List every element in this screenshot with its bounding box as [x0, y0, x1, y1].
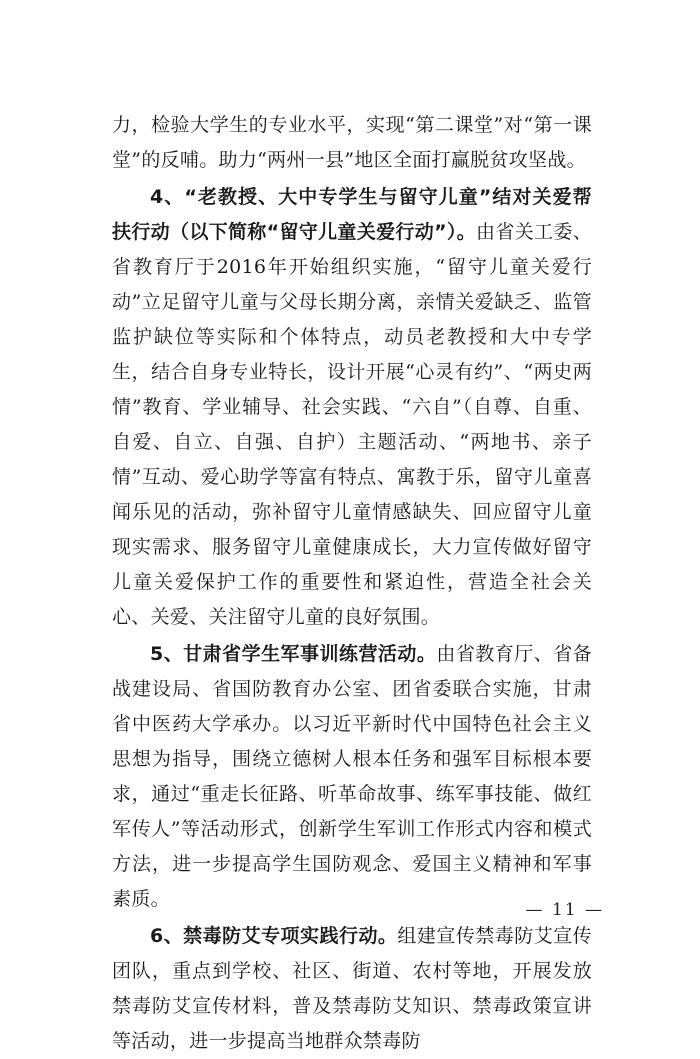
paragraph-text: 由省关工委、省教育厅于2016年开始组织实施，“留守儿童关爱行动”立足留守儿童与父母长期分离，亲情关爱缺乏、监管监护缺位等实际和个体特点，动员老教授和大中专学生，结合自身专业特长，设计开展“心灵有约”、“两史两情”教育、学业辅导、社会实践、“六自”（自尊、自重、自爱、自立、自强、自护）主题活动、“两地书、亲子情”互动、爱心助学等富有特点、寓教于乐，留守儿童喜闻乐见的活动，弥补留守儿童情感缺失、回应留守儿童现实需求、服务留守儿童健康成长，大力宣传做好留守儿童关爱保护工作的重要性和紧迫性，营造全社会关心、关爱、关注留守儿童的良好氛围。	[112, 221, 592, 628]
paragraph-text: 由省教育厅、省备战建设局、省国防教育办公室、团省委联合实施，甘肃省中医药大学承办。以习近平新时代中国特色社会主义思想为指导，围绕立德树人根本任务和强军目标根本要求，通过“重走长征路、听革命故事、练军事技能、做红军传人”等活动形式，创新学生军训工作形式内容和模式方法，进一步提高学生国防观念、爱国主义精神和军事素质。	[112, 643, 592, 910]
paragraph-continuation	[112, 108, 592, 178]
paragraph-item-4	[112, 180, 592, 635]
paragraph-item-6	[112, 919, 592, 1059]
paragraph-text: 组建宣传禁毒防艾宣传团队，重点到学校、社区、街道、农村等地，开展发放禁毒防艾宣传材料，普及禁毒防艾知识、禁毒政策宣讲等活动，进一步提高当地群众禁毒防	[112, 925, 592, 1052]
paragraph-lead: 4、“老教授、大中专学生与留守儿童”结对关爱帮扶行动（以下简称“留守儿童关爱行动”）。	[112, 186, 592, 243]
paragraph-item-5	[112, 637, 592, 917]
document-body	[112, 108, 592, 1059]
page-number: — 11 —	[525, 900, 604, 920]
paragraph-text: 力，检验大学生的专业水平，实现“第二课堂”对“第一课堂”的反哺。助力“两州一县”地区全面打赢脱贫攻坚战。	[112, 114, 592, 171]
paragraph-lead: 5、甘肃省学生军事训练营活动。	[150, 643, 437, 665]
paragraph-lead: 6、禁毒防艾专项实践行动。	[150, 925, 398, 947]
